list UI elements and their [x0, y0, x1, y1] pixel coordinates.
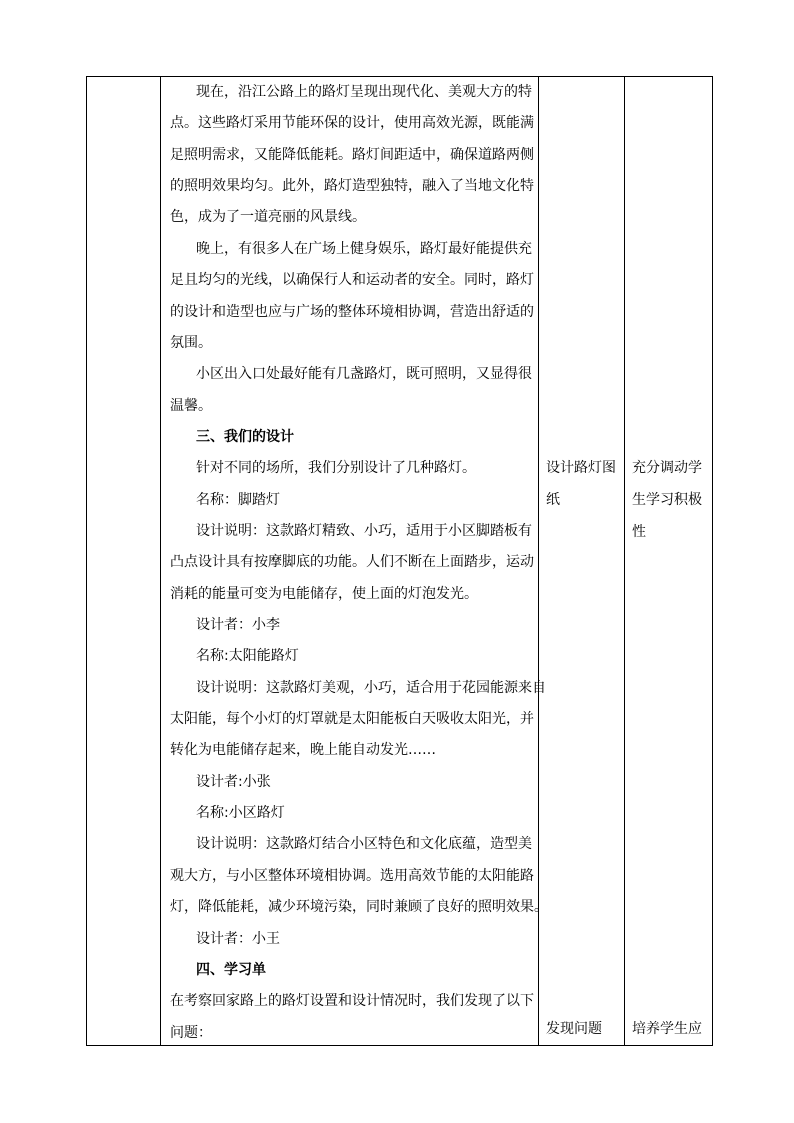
content-line: 设计者：小李: [196, 617, 280, 633]
content-line: 点。这些路灯采用节能环保的设计，使用高效光源，既能满: [170, 115, 534, 132]
content-line: 足且均匀的光线，以确保行人和运动者的安全。同时，路灯: [170, 272, 534, 289]
lesson-plan-table: [86, 76, 713, 1046]
content-line: 凸点设计具有按摩脚底的功能。人们不断在上面踏步，运动: [170, 554, 534, 571]
design-intent-content: [625, 77, 712, 1045]
content-line: 晚上，有很多人在广场上健身娱乐，路灯最好能提供充: [196, 240, 532, 257]
content-line: 的照明效果均匀。此外，路灯造型独特，融入了当地文化特: [170, 178, 534, 195]
content-line: 针对不同的场所，我们分别设计了几种路灯。: [196, 460, 476, 477]
teaching-content-cell: [161, 77, 548, 1046]
content-line: 设计者:小张: [196, 773, 271, 790]
section-heading: 三、我们的设计: [196, 428, 294, 445]
content-line: 名称:小区路灯: [196, 805, 285, 822]
student-activity-1-line-1: 设计路灯图: [546, 460, 616, 476]
content-line: 在考察回家路上的路灯设置和设计情况时，我们发现了以下: [170, 993, 534, 1010]
content-line: 色，成为了一道亮丽的风景线。: [170, 209, 366, 226]
content-line: 设计说明：这款路灯精致、小巧，适用于小区脚踏板有: [196, 522, 532, 539]
student-activity-cell: [539, 77, 625, 1046]
content-line: 问题：: [170, 1024, 212, 1041]
teaching-content: [161, 77, 548, 1045]
content-line: 的设计和造型也应与广场的整体环境相协调，营造出舒适的: [170, 303, 534, 320]
student-activity-1-line-2: 纸: [546, 492, 560, 508]
content-line: 氛围。: [170, 334, 212, 351]
design-intent-1-line-2: 生学习积极: [632, 492, 702, 508]
design-intent-1-line-1: 充分调动学: [632, 460, 702, 476]
content-line: 太阳能，每个小灯的灯罩就是太阳能板白天吸收太阳光，并: [170, 711, 534, 727]
student-activity-content: [539, 77, 624, 1045]
content-line: 设计说明：这款路灯结合小区特色和文化底蕴，造型美: [196, 836, 532, 853]
student-activity-2: 发现问题: [546, 1021, 602, 1037]
content-line: 温馨。: [170, 397, 212, 414]
section-heading: 四、学习单: [196, 961, 266, 978]
design-intent-cell: [625, 77, 713, 1046]
content-line: 小区出入口处最好能有几盏路灯，既可照明，又显得很: [196, 366, 532, 383]
content-line: 灯，降低能耗，减少环境污染，同时兼顾了良好的照明效果。: [170, 899, 548, 916]
content-line: 转化为电能储存起来，晚上能自动发光……: [170, 742, 436, 759]
content-line: 消耗的能量可变为电能储存，使上面的灯泡发光。: [170, 585, 478, 602]
content-line: 观大方，与小区整体环境相协调。选用高效节能的太阳能路: [170, 867, 534, 884]
stage-cell: [87, 77, 161, 1046]
content-line: 名称：脚踏灯: [196, 491, 280, 508]
design-intent-1-line-3: 性: [632, 524, 646, 540]
content-line: 足照明需求，又能降低能耗。路灯间距适中，确保道路两侧: [170, 146, 534, 163]
content-line: 现在，沿江公路上的路灯呈现出现代化、美观大方的特: [196, 84, 532, 100]
content-line: 设计说明：这款路灯美观，小巧，适合用于花园能源来自: [196, 679, 546, 696]
content-line: 设计者：小王: [196, 930, 280, 947]
table-row: [87, 77, 713, 1046]
design-intent-2: 培养学生应: [632, 1021, 702, 1037]
content-line: 名称:太阳能路灯: [196, 648, 299, 665]
